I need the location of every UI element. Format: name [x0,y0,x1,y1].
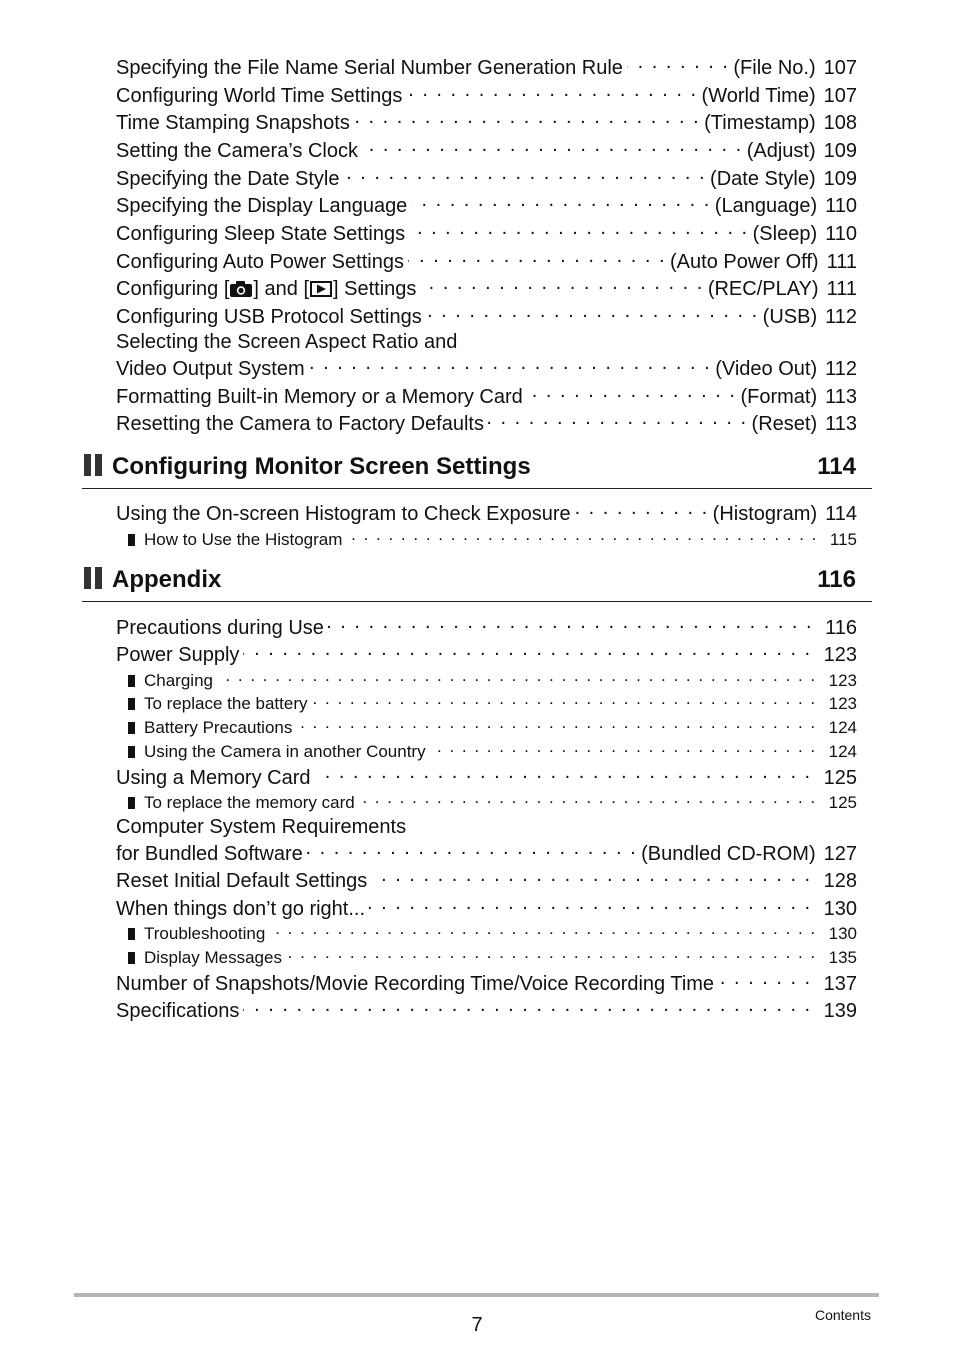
toc-entry[interactable] [116,867,857,893]
toc-entry-title: Precautions during Use [116,617,324,639]
toc-entry-page: 112 [825,358,857,380]
toc-subentry-title-wrap [128,529,342,550]
toc-entry-title: Specifying the Date Style [116,168,340,190]
dot-leader [408,248,666,268]
toc-subentry-title-wrap [128,947,282,968]
toc-entry[interactable] [116,275,857,301]
toc-entry[interactable] [116,997,857,1023]
toc-entry[interactable] [116,137,857,163]
dot-leader [243,997,811,1017]
toc-entry-title: Reset Initial Default Settings [116,870,368,892]
section-marker-icon [84,567,106,589]
toc-entry-page: 111 [826,278,857,300]
dot-leader [328,614,813,634]
toc-subentry-title: Battery Precautions [144,718,293,737]
toc-entry-note: (Reset) [751,413,818,435]
toc-entry-title: Formatting Built-in Memory or a Memory Card [116,386,523,408]
section-page: 116 [817,566,856,593]
dot-leader [369,895,812,915]
toc-entry-note: (Bundled CD-ROM) [641,843,816,865]
title-part: Configuring [ [116,278,230,300]
toc-entry-title: Configuring Sleep State Settings [116,223,406,245]
dot-leader [354,109,700,129]
page-number: 7 [471,1314,483,1336]
toc-entry[interactable] [116,970,857,996]
footer-divider [74,1293,879,1297]
toc-entry-page: 113 [825,386,857,408]
toc-entry-note: (Video Out) [715,358,818,380]
dot-leader [371,867,811,887]
bullet-square-icon [128,746,135,758]
toc-entry-note: (Sleep) [752,223,818,245]
toc-entry-title: Specifications [116,1000,240,1022]
play-icon [309,280,333,298]
toc-entry-page: 128 [823,870,857,892]
dot-leader [307,840,637,860]
toc-entry[interactable] [116,109,857,135]
toc-entry-page: 109 [823,140,857,162]
dot-leader [296,716,816,733]
toc-entry[interactable] [116,895,857,921]
dot-leader [217,669,817,686]
toc-subentry-title: Charging [144,671,213,690]
dot-leader [420,275,703,295]
toc-entry[interactable] [116,614,857,640]
section-page: 114 [817,453,856,480]
toc-entry[interactable] [116,641,857,667]
toc-entry-note: (Histogram) [712,503,818,525]
dot-leader [718,970,812,990]
toc-entry-title: Time Stamping Snapshots [116,112,350,134]
toc-entry-note: (Auto Power Off) [670,251,819,273]
toc-entry-title: Number of Snapshots/Movie Recording Time/Voice Recording Time [116,973,715,995]
dot-leader [359,791,817,808]
toc-subentry[interactable] [128,716,857,738]
toc-entry-page: 112 [825,306,857,328]
bullet-square-icon [128,534,135,546]
title-part: ] and [ [253,278,310,300]
toc-entry-note: (World Time) [701,85,816,107]
toc-entry[interactable] [116,410,857,436]
toc-subentry-title-wrap [128,717,292,738]
toc-entry-page: 135 [828,948,857,967]
toc-entry-page: 113 [825,413,857,435]
toc-entry[interactable] [116,500,857,526]
toc-entry-page: 130 [828,924,857,943]
toc-entry-title: Configuring USB Protocol Settings [116,306,422,328]
bullet-square-icon [128,928,135,940]
toc-entry-note: (Language) [714,195,818,217]
toc-entry-title: Power Supply [116,644,240,666]
toc-entry[interactable] [116,248,857,274]
toc-subentry[interactable] [128,692,857,714]
toc-entry-page: 108 [823,112,857,134]
toc-entry-note: (Format) [740,386,818,408]
toc-entry[interactable] [116,220,857,246]
toc-entry-title-line1: Computer System Requirements [116,816,407,838]
dot-leader [343,165,706,185]
toc-entry-title: Using the On-screen Histogram to Check Exposure [116,503,571,525]
toc-entry-page: 124 [828,742,857,761]
toc-entry-title: When things don’t go right... [116,898,366,920]
section-title: Appendix [112,566,222,593]
section-marker-icon [84,454,106,476]
toc-entry-page: 123 [828,671,857,690]
toc-entry-page: 130 [823,898,857,920]
bullet-square-icon [128,675,135,687]
toc-subentry[interactable] [128,946,857,968]
toc-entry-title: Setting the Camera’s Clock [116,140,358,162]
bullet-square-icon [128,722,135,734]
dot-leader [286,946,817,963]
toc-entry[interactable] [116,303,857,329]
toc-entry-page: 107 [823,85,857,107]
toc-subentry-title: How to Use the Histogram [144,530,343,549]
toc-entry-title: Specifying the File Name Serial Number Generation Rule [116,57,623,79]
toc-subentry[interactable] [128,740,857,762]
toc-subentry-title: Troubleshooting [144,924,266,943]
toc-subentry-title-wrap [128,670,213,691]
toc-entry[interactable] [116,165,857,191]
toc-entry-page: 139 [823,1000,857,1022]
toc-entry[interactable] [116,355,857,381]
toc-entry-page: 124 [828,718,857,737]
dot-leader [346,528,817,545]
toc-entry-title: Video Output System [116,358,305,380]
toc-entry-note: (Adjust) [746,140,816,162]
toc-subentry-title: Display Messages [144,948,282,967]
toc-entry-title: for Bundled Software [116,843,303,865]
toc-entry-note: (Timestamp) [704,112,816,134]
bullet-square-icon [128,797,135,809]
toc-subentry-title-wrap [128,693,307,714]
title-part: ] Settings [333,278,417,300]
toc-entry-note: (REC/PLAY) [707,278,819,300]
toc-entry-page: 127 [823,843,857,865]
toc-entry-page: 114 [825,503,857,525]
toc-entry-title-line1: Selecting the Screen Aspect Ratio and [116,331,458,353]
toc-subentry-title-wrap [128,741,426,762]
dot-leader [430,740,817,757]
dot-leader [362,137,743,157]
toc-entry-title: Configuring Auto Power Settings [116,251,404,273]
footer-section-label: Contents [814,1307,871,1323]
toc-entry[interactable] [116,82,857,108]
bullet-square-icon [128,698,135,710]
camera-icon [229,280,253,298]
toc-entry-title [116,277,416,301]
toc-entry-page: 109 [823,168,857,190]
dot-leader [311,692,816,709]
section-heading-appendix[interactable] [82,567,872,602]
toc-entry[interactable] [116,54,857,80]
dot-leader [527,383,737,403]
toc-subentry-title: To replace the memory card [144,793,355,812]
dot-leader [243,641,811,661]
toc-entry-page: 123 [823,644,857,666]
toc-entry-title: Configuring World Time Settings [116,85,403,107]
toc-entry-note: (Date Style) [710,168,816,190]
toc-entry-title: Specifying the Display Language [116,195,408,217]
dot-leader [411,192,710,212]
toc-subentry[interactable] [128,791,857,813]
toc-entry-note: (USB) [762,306,818,328]
toc-entry-note: (File No.) [733,57,816,79]
section-heading-monitor[interactable] [82,454,872,489]
toc-subentry-title-wrap [128,792,355,813]
toc-entry-page: 107 [823,57,857,79]
dot-leader [627,54,729,74]
toc-entry[interactable] [116,192,857,218]
dot-leader [575,500,709,520]
toc-entry-page: 115 [829,530,857,549]
dot-leader [309,355,712,375]
toc-subentry[interactable] [128,528,857,550]
toc-entry-title: Using a Memory Card [116,767,311,789]
toc-entry-title: Resetting the Camera to Factory Defaults [116,413,484,435]
bullet-square-icon [128,952,135,964]
toc-entry[interactable] [116,383,857,409]
dot-leader [409,220,749,240]
toc-entry-page: 110 [825,195,857,217]
toc-entry-page: 137 [823,973,857,995]
dot-leader [426,303,759,323]
toc-entry[interactable] [116,764,857,790]
dot-leader [406,82,697,102]
toc-entry-page: 123 [828,694,857,713]
toc-subentry-title: To replace the battery [144,694,308,713]
section-title: Configuring Monitor Screen Settings [112,453,531,480]
toc-subentry[interactable] [128,669,857,691]
toc-entry-page: 116 [825,617,857,639]
toc-entry-page: 125 [823,767,857,789]
toc-subentry[interactable] [128,922,857,944]
dot-leader [315,764,812,784]
toc-entry-page: 125 [828,793,857,812]
toc-subentry-title-wrap [128,923,265,944]
toc-entry[interactable] [116,840,857,866]
toc-subentry-title: Using the Camera in another Country [144,742,426,761]
dot-leader [269,922,816,939]
toc-entry-page: 110 [825,223,857,245]
dot-leader [488,410,748,430]
toc-entry-page: 111 [826,251,857,273]
